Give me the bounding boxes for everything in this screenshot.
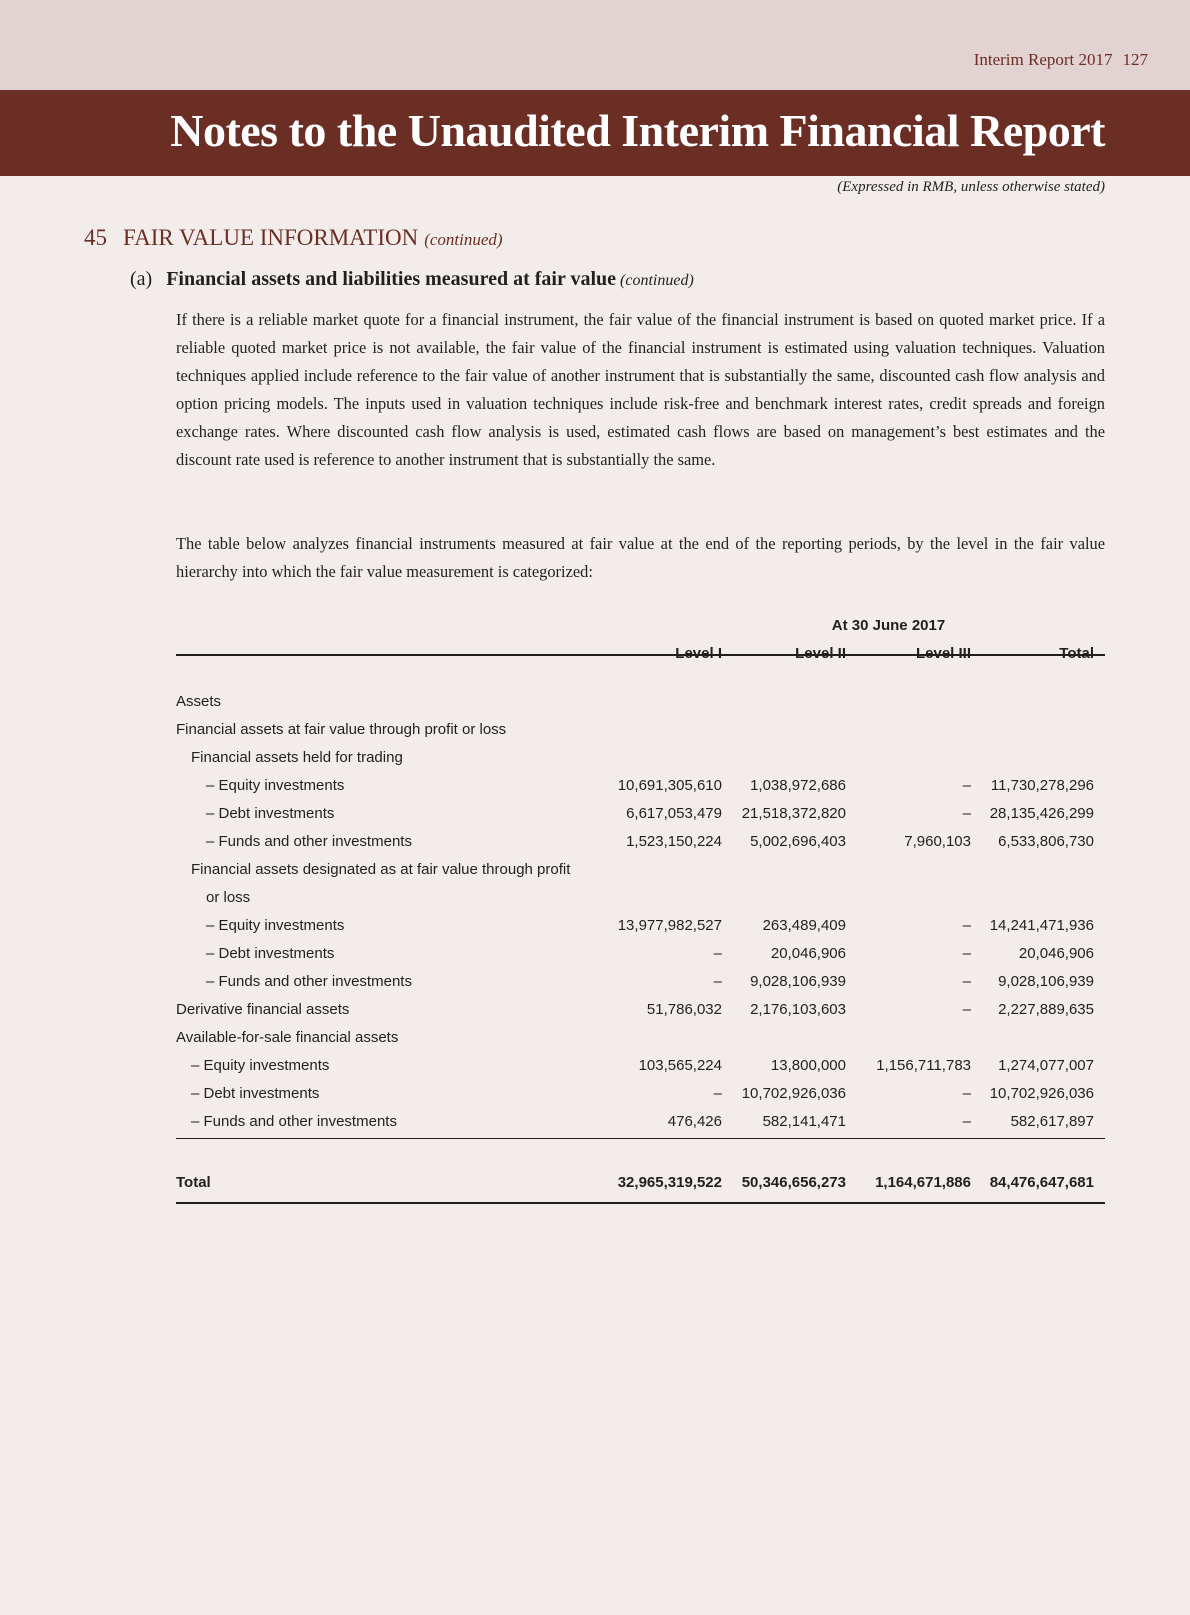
cell-level-2: 13,800,000 <box>770 1057 846 1074</box>
table-row <box>176 968 1105 996</box>
row-label: Financial assets designated as at fair value through profit <box>191 861 571 878</box>
row-label: – Debt investments <box>191 1085 320 1102</box>
cell-level-2: 10,702,926,036 <box>741 1085 846 1102</box>
cell-level-3: 7,960,103 <box>904 833 971 850</box>
table-row <box>176 744 1105 772</box>
cell-total: 11,730,278,296 <box>990 777 1094 794</box>
total-level-2: 50,346,656,273 <box>741 1174 846 1191</box>
table-row <box>176 856 1105 884</box>
row-label: – Equity investments <box>191 1057 330 1074</box>
total-total: 84,476,647,681 <box>989 1174 1094 1191</box>
section-title: FAIR VALUE INFORMATION <box>123 225 419 250</box>
cell-level-1: 103,565,224 <box>638 1057 722 1074</box>
row-label: – Equity investments <box>206 777 345 794</box>
table-row <box>176 1108 1105 1136</box>
table-row <box>176 800 1105 828</box>
total-row <box>176 1169 1105 1197</box>
cell-level-2: 5,002,696,403 <box>750 833 846 850</box>
subsection-heading <box>130 268 694 291</box>
header-rule <box>176 654 1105 656</box>
subsection-label: (a) <box>130 268 153 290</box>
row-label: – Debt investments <box>206 945 335 962</box>
cell-total: 9,028,106,939 <box>998 973 1094 990</box>
row-label: Assets <box>176 693 222 710</box>
row-label: – Funds and other investments <box>206 973 412 990</box>
section-continued: (continued) <box>424 230 503 249</box>
cell-total: 2,227,889,635 <box>998 1001 1094 1018</box>
table-row <box>176 716 1105 744</box>
table-period: At 30 June 2017 <box>831 617 946 634</box>
row-label: Available-for-sale financial assets <box>176 1029 399 1046</box>
table-spacer <box>176 1139 1105 1169</box>
paragraph-valuation: If there is a reliable market quote for a financial instrument, the fair value of the financial instrument is based on quoted market price. If a reliable quoted market price is not available, the fair value of the financial instrument is estimated using valuation techniques. Valuation techniques applied include reference to the fair value of another instrument that is substantially the same, discounted cash flow analysis and option pricing models. The inputs used in valuation techniques include risk-free and benchmark interest rates, credit spreads and foreign exchange rates. Where discounted cash flow analysis is used, estimated cash flows are based on management’s best estimates and the discount rate used is reference to another instrument that is substantially the same. <box>176 310 1105 469</box>
section-number: 45 <box>84 225 107 250</box>
cell-level-3: – <box>962 1085 971 1102</box>
row-label: or loss <box>206 889 251 906</box>
cell-level-3: – <box>962 1113 971 1130</box>
row-label: – Equity investments <box>206 917 345 934</box>
table-row <box>176 1052 1105 1080</box>
cell-level-2: 1,038,972,686 <box>750 777 846 794</box>
cell-total: 1,274,077,007 <box>998 1057 1094 1074</box>
table-row <box>176 996 1105 1024</box>
report-name: Interim Report 2017 <box>973 50 1113 69</box>
table-period-row <box>176 612 1105 640</box>
table-row <box>176 1080 1105 1108</box>
cell-level-3: – <box>962 1001 971 1018</box>
cell-level-3: – <box>962 973 971 990</box>
cell-level-2: 21,518,372,820 <box>741 805 846 822</box>
cell-total: 6,533,806,730 <box>998 833 1094 850</box>
cell-total: 20,046,906 <box>1018 945 1094 962</box>
cell-level-2: 582,141,471 <box>762 1113 846 1130</box>
cell-level-1: – <box>713 1085 722 1102</box>
cell-level-1: 6,617,053,479 <box>626 805 722 822</box>
row-label: Financial assets at fair value through profit or loss <box>176 721 507 738</box>
row-label: – Debt investments <box>206 805 335 822</box>
subsection-continued: (continued) <box>620 272 694 289</box>
table-row <box>176 1024 1105 1052</box>
cell-level-3: – <box>962 945 971 962</box>
cell-total: 28,135,426,299 <box>989 805 1094 822</box>
table-row <box>176 828 1105 856</box>
currency-note: (Expressed in RMB, unless otherwise stated) <box>837 179 1105 195</box>
cell-level-2: 20,046,906 <box>770 945 846 962</box>
running-header <box>974 50 1148 70</box>
total-label: Total <box>176 1174 211 1191</box>
cell-level-1: 476,426 <box>667 1113 722 1130</box>
cell-level-1: – <box>713 945 722 962</box>
cell-level-1: 13,977,982,527 <box>617 917 722 934</box>
top-band <box>0 0 1190 90</box>
fair-value-table <box>176 612 1105 1191</box>
cell-level-3: 1,156,711,783 <box>876 1057 971 1074</box>
cell-level-3: – <box>962 805 971 822</box>
cell-level-1: – <box>713 973 722 990</box>
row-label: – Funds and other investments <box>191 1113 397 1130</box>
total-level-1: 32,965,319,522 <box>617 1174 722 1191</box>
cell-total: 582,617,897 <box>1010 1113 1094 1130</box>
total-rule <box>176 1202 1105 1204</box>
table-row <box>176 688 1105 716</box>
cell-level-2: 263,489,409 <box>762 917 846 934</box>
page-number: 127 <box>1122 50 1148 69</box>
subtotal-rule <box>176 1138 1105 1139</box>
cell-total: 10,702,926,036 <box>989 1085 1094 1102</box>
subsection-title: Financial assets and liabilities measured at fair value <box>166 268 617 290</box>
table-row <box>176 912 1105 940</box>
row-label: Financial assets held for trading <box>191 749 403 766</box>
page-title: Notes to the Unaudited Interim Financial Report <box>170 105 1105 156</box>
cell-level-2: 2,176,103,603 <box>750 1001 846 1018</box>
total-level-3: 1,164,671,886 <box>875 1174 971 1191</box>
row-label: Derivative financial assets <box>176 1001 350 1018</box>
cell-level-3: – <box>962 917 971 934</box>
cell-level-2: 9,028,106,939 <box>750 973 846 990</box>
cell-total: 14,241,471,936 <box>989 917 1094 934</box>
cell-level-3: – <box>962 777 971 794</box>
table-body <box>176 688 1105 1204</box>
table-row <box>176 772 1105 800</box>
cell-level-1: 10,691,305,610 <box>617 777 722 794</box>
cell-level-1: 51,786,032 <box>646 1001 722 1018</box>
paragraph-table-intro: The table below analyzes financial instruments measured at fair value at the end of the reporting periods, by the level in the fair value hierarchy into which the fair value measurement is categorized: <box>176 534 1105 581</box>
row-label: – Funds and other investments <box>206 833 412 850</box>
section-heading <box>84 225 503 251</box>
table-row <box>176 884 1105 912</box>
table-row <box>176 940 1105 968</box>
cell-level-1: 1,523,150,224 <box>626 833 722 850</box>
